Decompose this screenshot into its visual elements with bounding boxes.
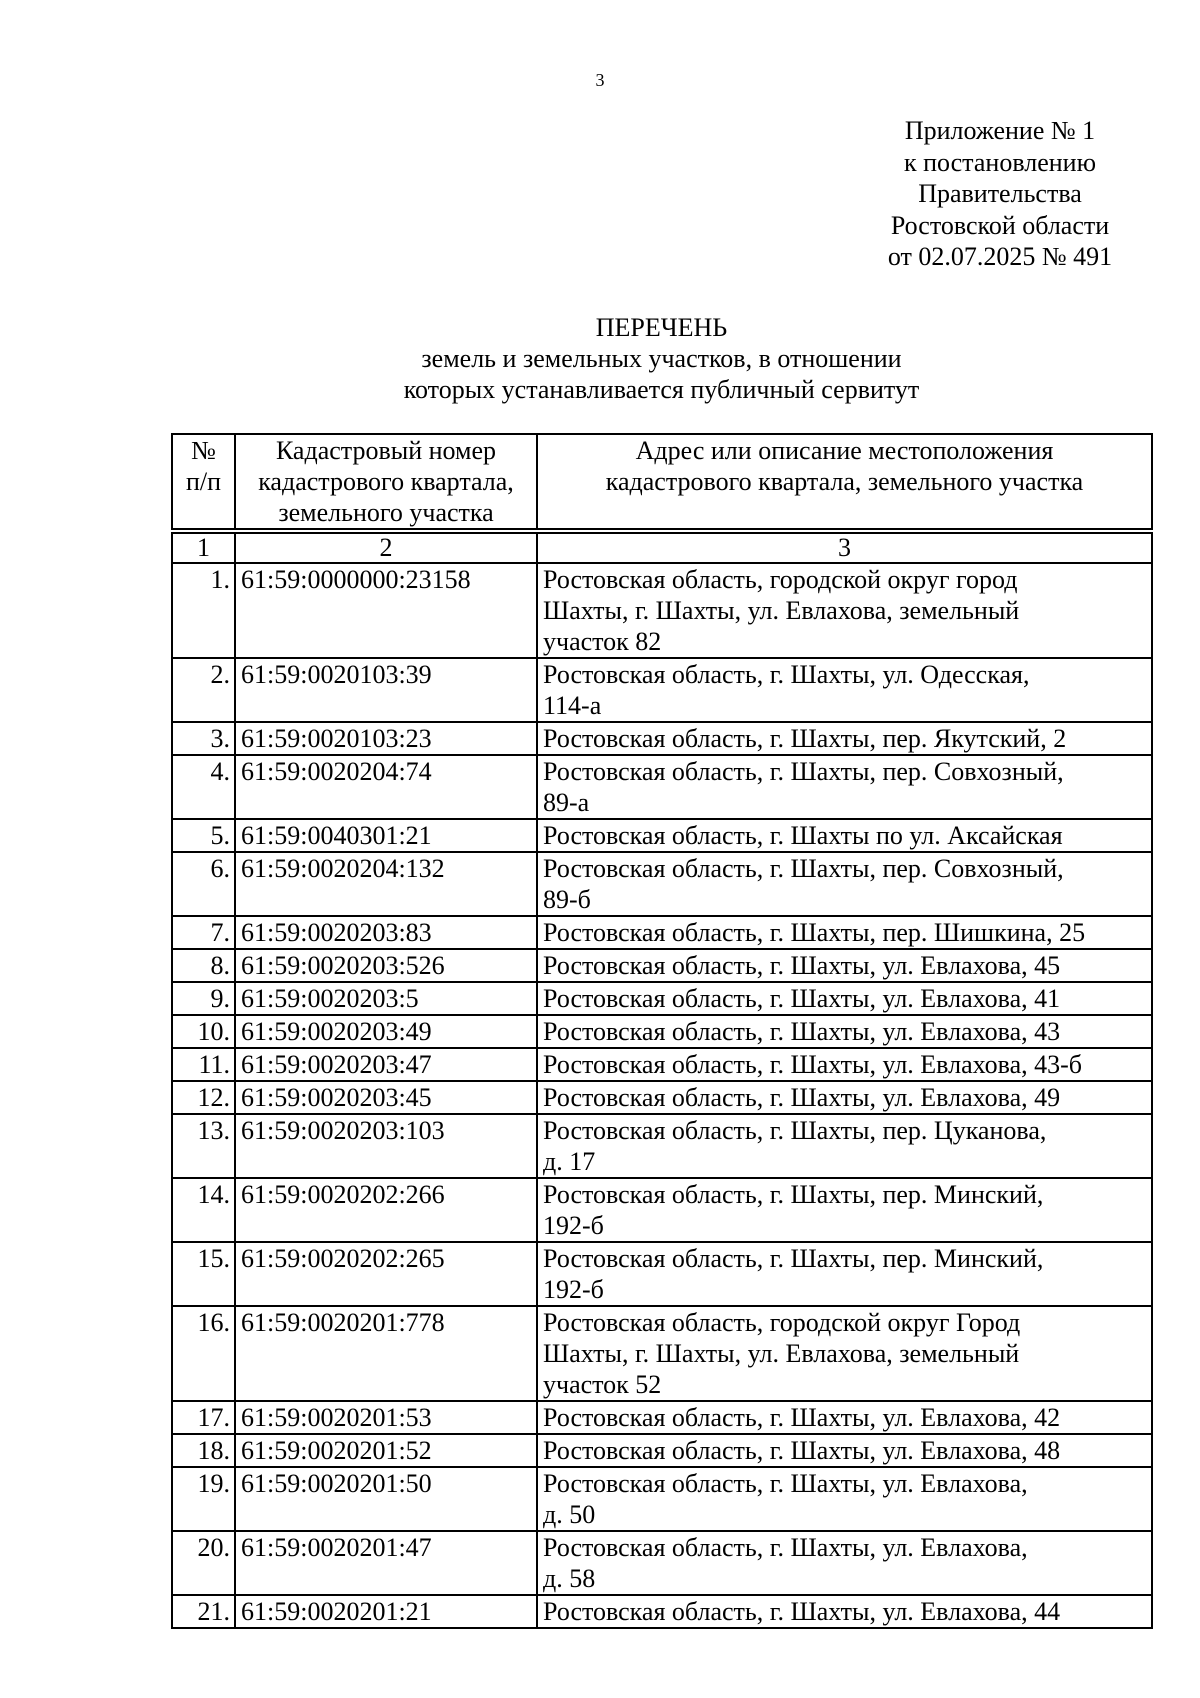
address-line: 192-б xyxy=(543,1211,604,1240)
row-number: 15. xyxy=(172,1242,235,1306)
appendix-block xyxy=(840,115,1160,273)
address-cell xyxy=(537,1434,1152,1467)
appendix-line: Правительства xyxy=(918,179,1082,208)
table-row xyxy=(172,722,1152,755)
address-cell xyxy=(537,949,1152,982)
row-number: 16. xyxy=(172,1306,235,1401)
cadastral-number: 61:59:0020203:5 xyxy=(235,982,537,1015)
address-line: Ростовская область, г. Шахты, пер. Якутский, 2 xyxy=(543,724,1067,753)
cadastral-number: 61:59:0020201:47 xyxy=(235,1531,537,1595)
address-line: Ростовская область, г. Шахты, ул. Евлахова, 48 xyxy=(543,1436,1061,1465)
address-line: 192-б xyxy=(543,1275,604,1304)
row-number: 17. xyxy=(172,1401,235,1434)
header-text: Кадастровый номер xyxy=(275,436,497,465)
column-number: 2 xyxy=(235,533,537,563)
address-line: Ростовская область, г. Шахты, ул. Евлахова, 49 xyxy=(543,1083,1061,1112)
address-line: д. 17 xyxy=(543,1147,596,1176)
address-line: участок 52 xyxy=(543,1370,662,1399)
row-number: 19. xyxy=(172,1467,235,1531)
cadastral-number: 61:59:0020201:53 xyxy=(235,1401,537,1434)
table-body xyxy=(172,563,1152,1628)
row-number: 1. xyxy=(172,563,235,658)
row-number: 2. xyxy=(172,658,235,722)
title-subline: земель и земельных участков, в отношении xyxy=(421,344,902,373)
address-cell xyxy=(537,1306,1152,1401)
header-cell-cadastral xyxy=(235,434,537,529)
address-line: Ростовская область, г. Шахты, ул. Евлахова, 44 xyxy=(543,1597,1061,1626)
row-number: 20. xyxy=(172,1531,235,1595)
table-row xyxy=(172,852,1152,916)
column-number-row xyxy=(172,533,1152,563)
document-title xyxy=(0,312,1200,405)
row-number: 14. xyxy=(172,1178,235,1242)
cadastral-number: 61:59:0020202:265 xyxy=(235,1242,537,1306)
cadastral-number: 61:59:0020201:50 xyxy=(235,1467,537,1531)
table-row xyxy=(172,1178,1152,1242)
address-cell xyxy=(537,982,1152,1015)
address-line: Ростовская область, г. Шахты, ул. Евлахова, 43 xyxy=(543,1017,1061,1046)
row-number: 18. xyxy=(172,1434,235,1467)
table-row xyxy=(172,949,1152,982)
cadastral-number: 61:59:0020103:39 xyxy=(235,658,537,722)
table-row xyxy=(172,1531,1152,1595)
address-line: Ростовская область, г. Шахты, пер. Совхозный, xyxy=(543,757,1064,786)
table-row xyxy=(172,658,1152,722)
address-cell xyxy=(537,1015,1152,1048)
address-line: Ростовская область, г. Шахты, пер. Шишкина, 25 xyxy=(543,918,1086,947)
address-cell xyxy=(537,658,1152,722)
table-row xyxy=(172,563,1152,658)
row-number: 13. xyxy=(172,1114,235,1178)
address-line: Шахты, г. Шахты, ул. Евлахова, земельный xyxy=(543,1339,1020,1368)
address-line: Ростовская область, г. Шахты, ул. Одесская, xyxy=(543,660,1030,689)
cadastral-number: 61:59:0020203:49 xyxy=(235,1015,537,1048)
address-line: д. 58 xyxy=(543,1564,596,1593)
parcel-table xyxy=(171,433,1153,1629)
table-row xyxy=(172,1015,1152,1048)
table-header-row xyxy=(172,434,1152,529)
table-row xyxy=(172,1242,1152,1306)
header-text: № xyxy=(191,436,216,465)
address-cell xyxy=(537,819,1152,852)
parcel-table-wrapper xyxy=(171,433,1151,1629)
address-cell xyxy=(537,1401,1152,1434)
address-cell xyxy=(537,1531,1152,1595)
address-cell xyxy=(537,1081,1152,1114)
row-number: 8. xyxy=(172,949,235,982)
address-cell xyxy=(537,1178,1152,1242)
row-number: 3. xyxy=(172,722,235,755)
cadastral-number: 61:59:0020204:132 xyxy=(235,852,537,916)
appendix-line: к постановлению xyxy=(903,147,1097,177)
table-row xyxy=(172,916,1152,949)
table-row xyxy=(172,1048,1152,1081)
address-line: Ростовская область, г. Шахты, ул. Евлахова, 42 xyxy=(543,1403,1061,1432)
column-number: 1 xyxy=(172,533,235,563)
address-cell xyxy=(537,1048,1152,1081)
table-row xyxy=(172,1081,1152,1114)
address-line: Ростовская область, г. Шахты, ул. Евлахова, xyxy=(543,1533,1028,1562)
column-number: 3 xyxy=(537,533,1152,563)
address-cell xyxy=(537,722,1152,755)
address-line: Ростовская область, г. Шахты, ул. Евлахова, 45 xyxy=(543,951,1061,980)
row-number: 11. xyxy=(172,1048,235,1081)
address-cell xyxy=(537,852,1152,916)
table-row xyxy=(172,1114,1152,1178)
row-number: 7. xyxy=(172,916,235,949)
row-number: 12. xyxy=(172,1081,235,1114)
table-row xyxy=(172,1595,1152,1628)
table-row xyxy=(172,755,1152,819)
address-line: Ростовская область, городской округ Город xyxy=(543,1308,1021,1337)
cadastral-number: 61:59:0020103:23 xyxy=(235,722,537,755)
address-line: 89-б xyxy=(543,885,591,914)
cadastral-number: 61:59:0020201:778 xyxy=(235,1306,537,1401)
row-number: 9. xyxy=(172,982,235,1015)
address-line: Ростовская область, г. Шахты, ул. Евлахова, 43-б xyxy=(543,1050,1082,1079)
address-cell xyxy=(537,916,1152,949)
header-text: кадастрового квартала, земельного участка xyxy=(605,467,1084,496)
row-number: 5. xyxy=(172,819,235,852)
cadastral-number: 61:59:0020201:21 xyxy=(235,1595,537,1628)
title-heading: ПЕРЕЧЕНЬ xyxy=(595,313,728,342)
header-text: кадастрового квартала, xyxy=(258,467,514,496)
title-subline: которых устанавливается публичный сервитут xyxy=(403,375,920,404)
address-cell xyxy=(537,755,1152,819)
header-cell-number xyxy=(172,434,235,529)
header-cell-address xyxy=(537,434,1152,529)
cadastral-number: 61:59:0020203:103 xyxy=(235,1114,537,1178)
address-line: участок 82 xyxy=(543,627,662,656)
table-row xyxy=(172,1434,1152,1467)
cadastral-number: 61:59:0020203:47 xyxy=(235,1048,537,1081)
appendix-line: Ростовской области xyxy=(890,210,1110,240)
cadastral-number: 61:59:0040301:21 xyxy=(235,819,537,852)
cadastral-number: 61:59:0020202:266 xyxy=(235,1178,537,1242)
row-number: 6. xyxy=(172,852,235,916)
header-text: Адрес или описание местоположения xyxy=(635,436,1054,465)
table-row xyxy=(172,1467,1152,1531)
appendix-line: от 02.07.2025 № 491 xyxy=(887,242,1113,271)
address-line: д. 50 xyxy=(543,1500,596,1529)
table-row xyxy=(172,982,1152,1015)
address-line: Ростовская область, г. Шахты по ул. Аксайская xyxy=(543,821,1063,850)
cadastral-number: 61:59:0000000:23158 xyxy=(235,563,537,658)
address-line: Ростовская область, г. Шахты, пер. Цуканова, xyxy=(543,1116,1047,1145)
address-line: 89-а xyxy=(543,788,590,817)
cadastral-number: 61:59:0020204:74 xyxy=(235,755,537,819)
address-cell xyxy=(537,1114,1152,1178)
address-cell xyxy=(537,563,1152,658)
cadastral-number: 61:59:0020203:45 xyxy=(235,1081,537,1114)
address-line: Шахты, г. Шахты, ул. Евлахова, земельный xyxy=(543,596,1020,625)
cadastral-number: 61:59:0020203:526 xyxy=(235,949,537,982)
appendix-line: Приложение № 1 xyxy=(904,116,1096,145)
address-line: Ростовская область, г. Шахты, ул. Евлахова, xyxy=(543,1469,1028,1498)
address-line: 114-а xyxy=(543,691,602,720)
table-row xyxy=(172,1401,1152,1434)
address-line: Ростовская область, городской округ город xyxy=(543,565,1018,594)
address-cell xyxy=(537,1595,1152,1628)
table-row xyxy=(172,1306,1152,1401)
cadastral-number: 61:59:0020203:83 xyxy=(235,916,537,949)
address-cell xyxy=(537,1242,1152,1306)
row-number: 10. xyxy=(172,1015,235,1048)
address-cell xyxy=(537,1467,1152,1531)
address-line: Ростовская область, г. Шахты, ул. Евлахова, 41 xyxy=(543,984,1061,1013)
row-number: 4. xyxy=(172,755,235,819)
address-line: Ростовская область, г. Шахты, пер. Минский, xyxy=(543,1180,1044,1209)
address-line: Ростовская область, г. Шахты, пер. Минский, xyxy=(543,1244,1044,1273)
header-text: земельного участка xyxy=(278,498,494,527)
row-number: 21. xyxy=(172,1595,235,1628)
table-row xyxy=(172,819,1152,852)
header-text: п/п xyxy=(185,467,222,496)
cadastral-number: 61:59:0020201:52 xyxy=(235,1434,537,1467)
page-number: 3 xyxy=(595,70,605,90)
address-line: Ростовская область, г. Шахты, пер. Совхозный, xyxy=(543,854,1064,883)
